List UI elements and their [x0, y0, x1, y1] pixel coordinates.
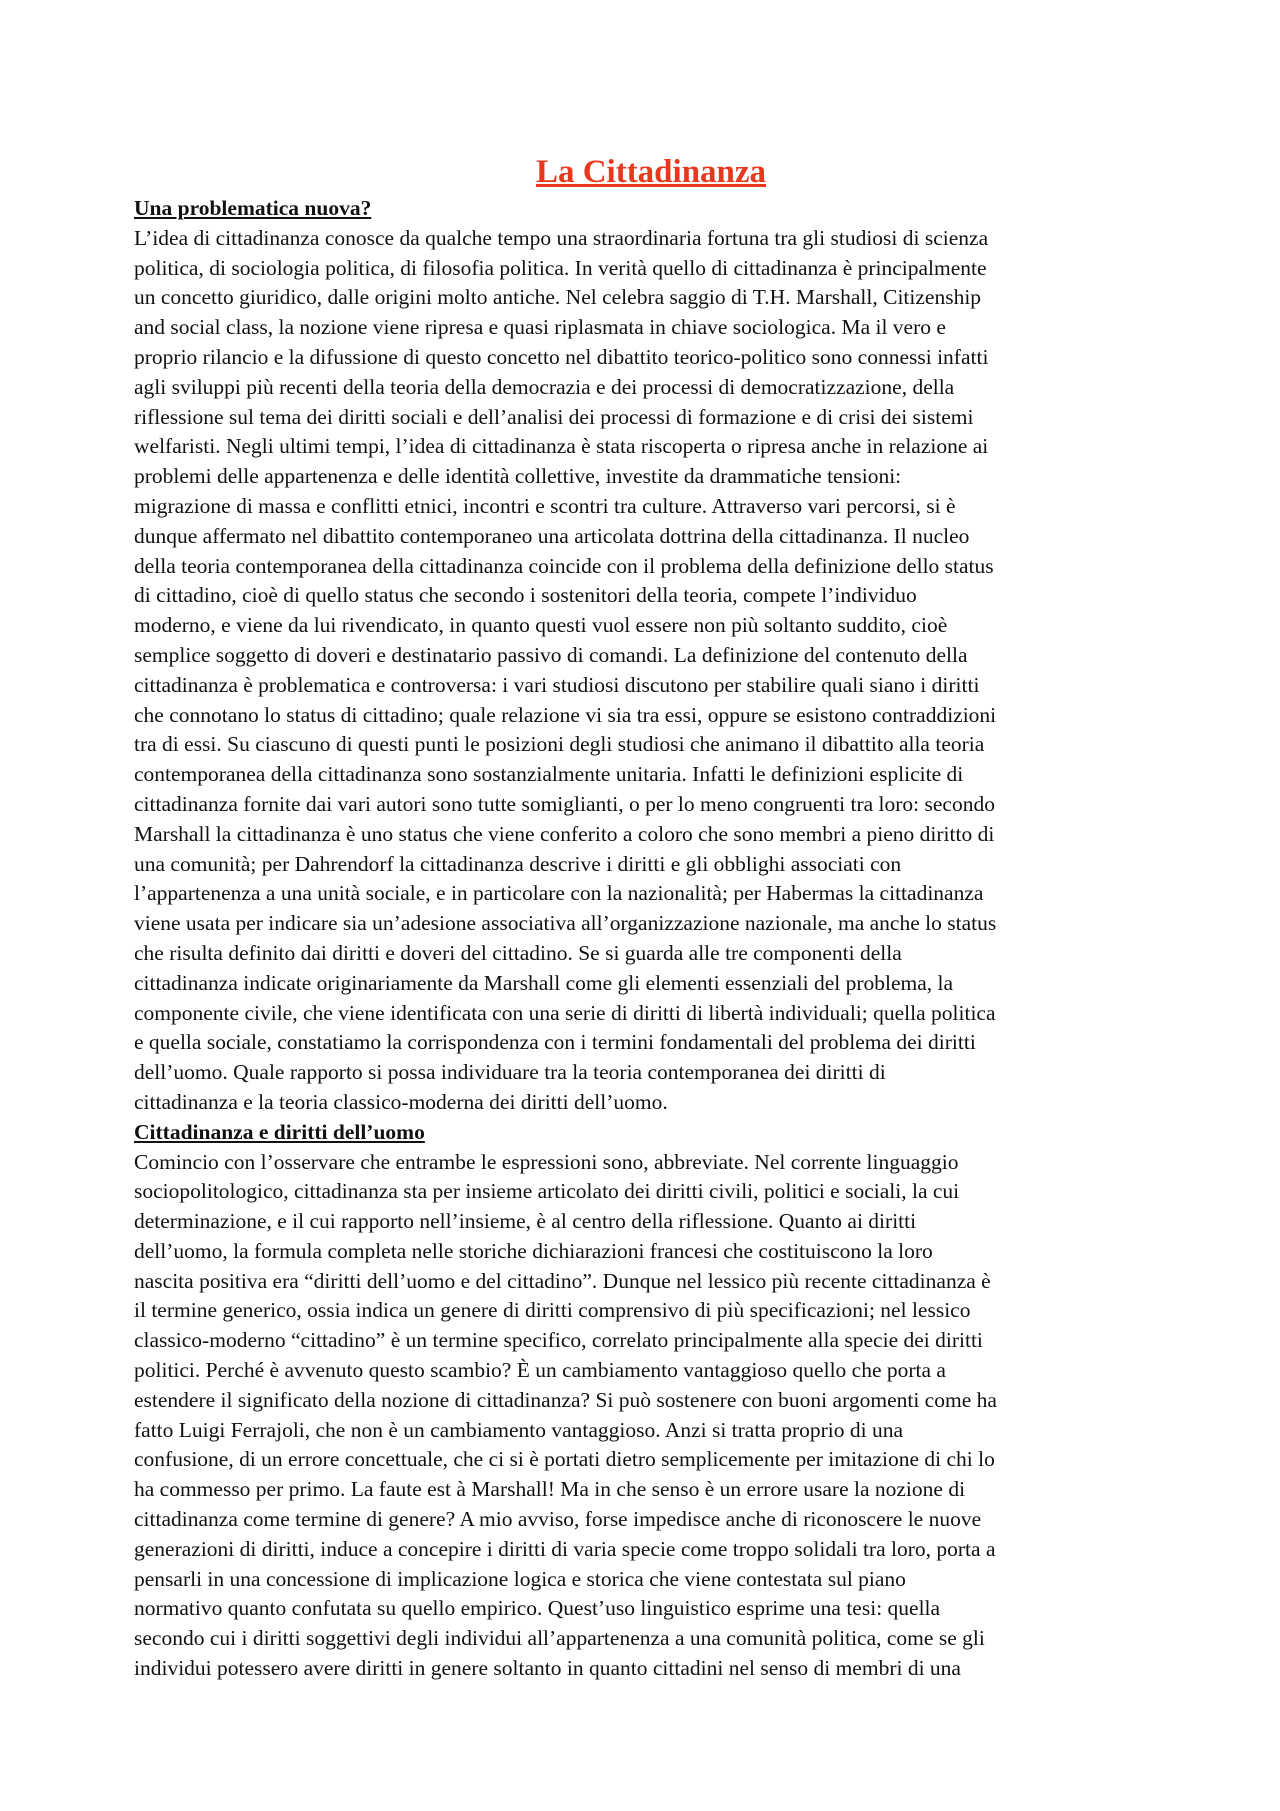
text-line: cittadinanza è problematica e controversa: i vari studiosi discutono per stabilire quali siano i diritti — [134, 672, 980, 697]
text-line: agli sviluppi più recenti della teoria della democrazia e dei processi di democratizzazione, della — [134, 374, 955, 399]
text-line: secondo cui i diritti soggettivi degli individui all’appartenenza a una comunità politica, come se gli — [134, 1626, 985, 1651]
text-line: individui potessero avere diritti in genere soltanto in quanto cittadini nel senso di membri di una — [134, 1656, 961, 1681]
text-line: una comunità; per Dahrendorf la cittadinanza descrive i diritti e gli obblighi associati con — [134, 851, 902, 876]
text-line: Marshall la cittadinanza è uno status che viene conferito a coloro che sono membri a pieno diritto di — [134, 821, 995, 846]
text-line: moderno, e viene da lui rivendicato, in quanto questi vuol essere non più soltanto suddito, cioè — [134, 613, 948, 638]
text-line: tra di essi. Su ciascuno di questi punti le posizioni degli studiosi che animano il dibattito alla teoria — [134, 732, 985, 757]
text-line: confusione, di un errore concettuale, che ci si è portati dietro semplicemente per imitazione di chi lo — [134, 1447, 995, 1472]
text-line: contemporanea della cittadinanza sono sostanzialmente unitaria. Infatti le definizioni esplicite di — [134, 762, 964, 787]
text-line: nascita positiva era “diritti dell’uomo e del cittadino”. Dunque nel lessico più recente cittadinanza è — [134, 1268, 991, 1293]
text-line: semplice soggetto di doveri e destinatario passivo di comandi. La definizione del contenuto della — [134, 642, 968, 667]
text-line: riflessione sul tema dei diritti sociali e dell’analisi dei processi di formazione e di crisi dei sistemi — [134, 404, 974, 429]
text-line: generazioni di diritti, induce a concepire i diritti di varia specie come troppo solidali tra loro, porta a — [134, 1536, 996, 1561]
text-line: un concetto giuridico, dalle origini molto antiche. Nel celebra saggio di T.H. Marshall, Citizenship — [134, 285, 982, 310]
section-diritti-uomo — [134, 1118, 1154, 1684]
text-line: migrazione di massa e conflitti etnici, incontri e scontri tra culture. Attraverso vari percorsi, si è — [134, 493, 956, 518]
text-line: cittadinanza e la teoria classico-moderna dei diritti dell’uomo. — [134, 1089, 668, 1114]
text-line: viene usata per indicare sia un’adesione associativa all’organizzazione nazionale, ma anche lo status — [134, 911, 997, 936]
text-line: politici. Perché è avvenuto questo scambio? È un cambiamento vantaggioso quello che porta a — [134, 1358, 946, 1383]
text-line: componente civile, che viene identificata con una serie di diritti di libertà individuali; quella politica — [134, 1000, 996, 1025]
document-page — [134, 150, 1154, 1684]
text-line: cittadinanza come termine di genere? A mio avviso, forse impedisce anche di riconoscere le nuove — [134, 1507, 982, 1532]
text-line: Comincio con l’osservare che entrambe le espressioni sono, abbreviate. Nel corrente linguaggio — [134, 1149, 959, 1174]
text-line: dell’uomo. Quale rapporto si possa individuare tra la teoria contemporanea dei diritti di — [134, 1060, 886, 1085]
text-line: fatto Luigi Ferrajoli, che non è un cambiamento vantaggioso. Anzi si tratta proprio di una — [134, 1417, 904, 1442]
document-title: La Cittadinanza — [535, 154, 767, 190]
text-line: pensarli in una concessione di implicazione logica e storica che viene contestata sul piano — [134, 1566, 906, 1591]
text-line: l’appartenenza a una unità sociale, e in particolare con la nazionalità; per Habermas la cittadinanza — [134, 881, 984, 906]
text-line: sociopolitologico, cittadinanza sta per insieme articolato dei diritti civili, politici e sociali, la cui — [134, 1179, 960, 1204]
section-body — [134, 1148, 1154, 1684]
text-line: della teoria contemporanea della cittadinanza coincide con il problema della definizione dello status — [134, 553, 994, 578]
text-line: cittadinanza fornite dai vari autori sono tutte somiglianti, o per lo meno congruenti tra loro: secondo — [134, 791, 995, 816]
text-line: di cittadino, cioè di quello status che secondo i sostenitori della teoria, compete l’individuo — [134, 583, 917, 608]
text-line: dunque affermato nel dibattito contemporaneo una articolata dottrina della cittadinanza. Il nucleo — [134, 523, 970, 548]
text-line: che risulta definito dai diritti e doveri del cittadino. Se si guarda alle tre componenti della — [134, 940, 902, 965]
text-line: politica, di sociologia politica, di filosofia politica. In verità quello di cittadinanza è principalmente — [134, 255, 987, 280]
text-line: problemi delle appartenenza e delle identità collettive, investite da drammatiche tensioni: — [134, 464, 902, 489]
text-line: L’idea di cittadinanza conosce da qualche tempo una straordinaria fortuna tra gli studiosi di scienza — [134, 225, 989, 250]
text-line: normativo quanto confutata su quello empirico. Quest’uso linguistico esprime una tesi: quella — [134, 1596, 941, 1621]
text-line: che connotano lo status di cittadino; quale relazione vi sia tra essi, oppure se esistono contraddizioni — [134, 702, 997, 727]
section-heading: Cittadinanza e diritti dell’uomo — [134, 1119, 425, 1144]
text-line: dell’uomo, la formula completa nelle storiche dichiarazioni francesi che costituiscono la loro — [134, 1238, 933, 1263]
text-line: il termine generico, ossia indica un genere di diritti comprensivo di più specificazioni; nel lessico — [134, 1298, 971, 1323]
text-line: determinazione, e il cui rapporto nell’insieme, è al centro della riflessione. Quanto ai diritti — [134, 1209, 917, 1234]
text-line: cittadinanza indicate originariamente da Marshall come gli elementi essenziali del problema, la — [134, 970, 954, 995]
text-line: proprio rilancio e la difussione di questo concetto nel dibattito teorico-politico sono connessi infatti — [134, 344, 989, 369]
text-line: estendere il significato della nozione di cittadinanza? Si può sostenere con buoni argomenti come ha — [134, 1387, 997, 1412]
section-body — [134, 224, 1154, 1118]
text-line: e quella sociale, constatiamo la corrispondenza con i termini fondamentali del problema dei diritti — [134, 1030, 976, 1055]
section-problematica — [134, 194, 1154, 1118]
text-line: ha commesso per primo. La faute est à Marshall! Ma in che senso è un errore usare la nozione di — [134, 1477, 966, 1502]
text-line: welfaristi. Negli ultimi tempi, l’idea di cittadinanza è stata riscoperta o ripresa anche in relazione ai — [134, 434, 989, 459]
section-heading: Una problematica nuova? — [134, 196, 372, 220]
text-line: classico-moderno “cittadino” è un termine specifico, correlato principalmente alla specie dei diritti — [134, 1328, 983, 1353]
text-line: and social class, la nozione viene ripresa e quasi riplasmata in chiave sociologica. Ma il vero e — [134, 315, 946, 340]
